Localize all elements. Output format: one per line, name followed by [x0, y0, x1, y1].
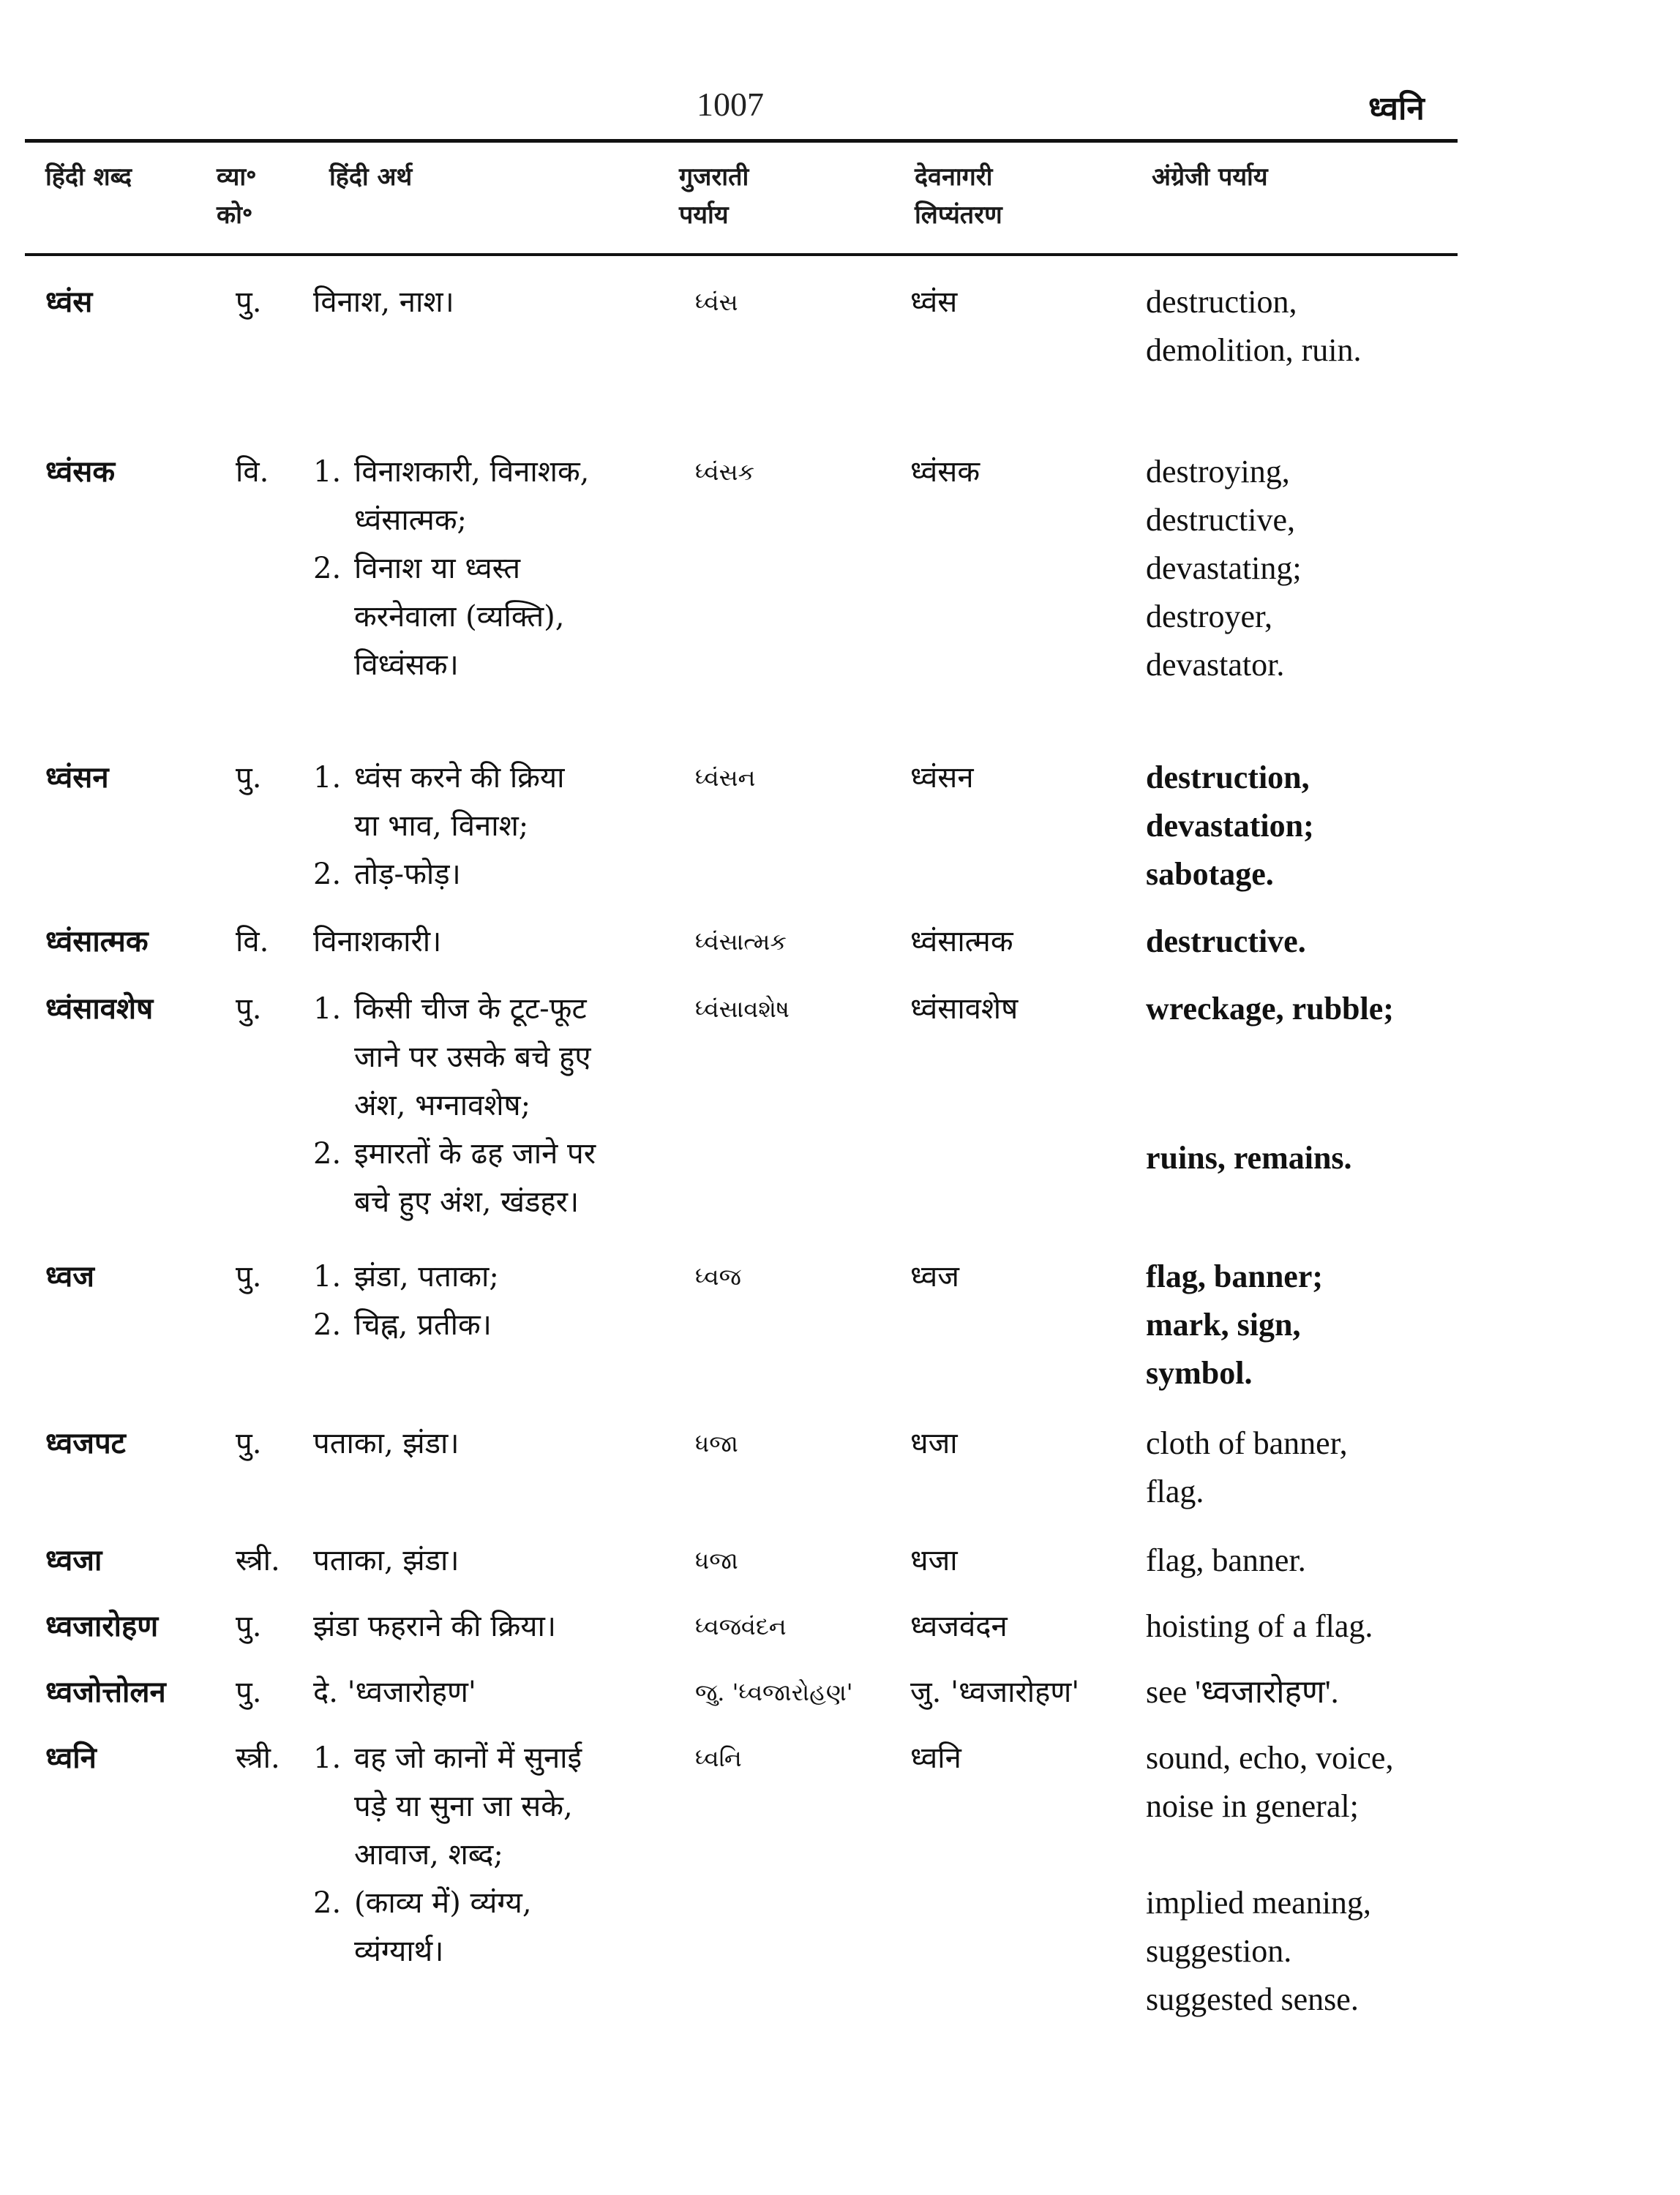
entry-devanagari: धजा [910, 1544, 958, 1577]
entry-hindi-meaning [313, 1253, 694, 1349]
column-header-devanagari-line1: देवनागरी [915, 162, 993, 192]
entry-devanagari: धजा [910, 1427, 958, 1460]
sense-number: 1. [313, 992, 342, 1026]
meaning-text: विनाशकारी। [313, 925, 442, 958]
sense-line: विनाश या ध्वस्त [354, 552, 520, 585]
entry-gujarati: ધ્વંસ [695, 288, 738, 316]
sense-number: 2. [313, 1308, 342, 1342]
entry-grammar: वि. [236, 925, 269, 958]
sense-number: 2. [313, 1137, 342, 1171]
english-line: flag. [1146, 1474, 1204, 1509]
meaning-sense [313, 1130, 694, 1226]
english-line: ruins, remains. [1146, 1140, 1352, 1176]
entry-hindi-meaning [313, 1419, 694, 1468]
column-header-headword: हिंदी शब्द [45, 162, 132, 192]
meaning-text: झंडा फहराने की क्रिया। [313, 1610, 557, 1643]
sense-number: 1. [313, 1260, 342, 1294]
english-line: devastating; [1146, 550, 1302, 586]
meaning-sense [313, 544, 694, 689]
entry-grammar: पु. [236, 285, 262, 319]
entry-hindi-meaning [313, 918, 694, 966]
entry-grammar: पु. [236, 1676, 262, 1709]
meaning-sense [313, 1301, 694, 1349]
meaning-sense [313, 448, 694, 544]
sense-number: 1. [313, 455, 342, 489]
entry-hindi-meaning [313, 985, 694, 1226]
sense-number: 2. [313, 1886, 342, 1920]
english-line: destroying, [1146, 454, 1290, 489]
entry-devanagari: ध्वजवंदन [910, 1610, 1008, 1643]
entry-english [1146, 278, 1482, 375]
entry-gujarati: ધ્વનિ [695, 1744, 742, 1772]
english-line: wreckage, rubble; [1146, 991, 1394, 1027]
meaning-text: दे. 'ध्वजारोहण' [313, 1676, 476, 1709]
column-header-grammar-line1: व्या॰ [217, 162, 257, 192]
sense-line: ध्वंस करने की क्रिया [354, 761, 565, 795]
column-header-gujarati [679, 158, 749, 234]
sense-number: 2. [313, 552, 342, 585]
entry-devanagari: ध्वनि [910, 1741, 961, 1775]
entry-grammar: पु. [236, 1610, 262, 1643]
english-line: cloth of banner, [1146, 1425, 1348, 1461]
entry-hindi-meaning [313, 1734, 694, 1976]
entry-grammar: पु. [236, 1427, 262, 1460]
sense-number: 1. [313, 1741, 342, 1775]
entry-english [1146, 1536, 1482, 1585]
entry-devanagari: ध्वज [910, 1260, 959, 1294]
meaning-sense [313, 850, 694, 898]
sense-line: पड़े या सुना जा सके, [354, 1790, 573, 1823]
sense-line: ध्वंसात्मक; [354, 503, 468, 537]
entry-devanagari: ध्वंसक [910, 455, 980, 489]
english-line: noise in general; [1146, 1788, 1359, 1824]
entry-headword: ध्वंसावशेष [45, 991, 154, 1026]
english-line: see 'ध्वजारोहण'. [1146, 1674, 1339, 1710]
entry-headword: ध्वजपट [45, 1426, 126, 1460]
sense-number: 2. [313, 858, 342, 891]
top-rule [25, 139, 1458, 143]
sense-line: करनेवाला (व्यक्ति), [354, 600, 565, 634]
meaning-text: विनाश, नाश। [313, 285, 454, 319]
column-header-gujarati-line2: पर्याय [679, 200, 729, 230]
entry-gujarati: જુ. 'ધ્વજારોહણ' [695, 1678, 853, 1706]
sense-line: किसी चीज के टूट-फूट [354, 992, 587, 1026]
column-header-devanagari [915, 158, 1002, 234]
column-header-devanagari-line2: लिप्यंतरण [915, 200, 1002, 230]
meaning-sense [313, 1253, 694, 1301]
sense-line: बचे हुए अंश, खंडहर। [354, 1185, 580, 1219]
entry-grammar: वि. [236, 455, 269, 489]
entry-english [1146, 754, 1482, 898]
entry-english [1146, 1668, 1482, 1716]
entry-gujarati: ધ્વંસન [695, 764, 756, 792]
entry-headword: ध्वंसक [45, 454, 116, 489]
running-head: ध्वनि [1368, 90, 1425, 127]
entry-english [1146, 918, 1482, 966]
entry-english [1146, 1419, 1482, 1516]
english-line: destruction, [1146, 284, 1297, 320]
sense-line: झंडा, पताका; [354, 1260, 499, 1294]
entry-grammar: स्त्री. [236, 1544, 280, 1577]
meaning-sense [313, 1879, 694, 1976]
sense-line: विध्वंसक। [354, 648, 459, 682]
entry-devanagari: ध्वंसावशेष [910, 992, 1019, 1026]
english-line: flag, banner. [1146, 1542, 1306, 1578]
sense-line: आवाज, शब्द; [354, 1838, 503, 1872]
entry-english [1146, 448, 1482, 689]
column-header-gujarati-line1: गुजराती [679, 162, 749, 192]
entry-english [1146, 1253, 1482, 1397]
entry-gujarati: ધજા [695, 1547, 738, 1575]
english-line: flag, banner; [1146, 1258, 1323, 1294]
english-line: demolition, ruin. [1146, 332, 1362, 368]
entry-devanagari: ध्वंस [910, 285, 958, 319]
entry-gujarati: ધ્વંસાવશેષ [695, 995, 790, 1023]
entry-devanagari: ध्वंसात्मक [910, 925, 1013, 958]
meaning-sense [313, 754, 694, 850]
entry-gujarati: ધ્વજવંદન [695, 1613, 787, 1640]
entry-grammar: स्त्री. [236, 1741, 280, 1775]
entry-headword: ध्वंस [45, 285, 93, 319]
column-header-hindi-meaning: हिंदी अर्थ [329, 162, 413, 192]
sense-number: 1. [313, 761, 342, 795]
entry-headword: ध्वंसन [45, 760, 109, 795]
page-number: 1007 [697, 86, 764, 123]
entry-hindi-meaning [313, 1536, 694, 1585]
entry-hindi-meaning [313, 448, 694, 689]
meaning-text: पताका, झंडा। [313, 1427, 460, 1460]
sense-line: इमारतों के ढह जाने पर [354, 1137, 596, 1171]
entry-english [1146, 1602, 1482, 1651]
entry-gujarati: ધ્વજ [695, 1263, 741, 1291]
column-header-grammar-line2: को॰ [217, 200, 253, 230]
english-line: suggestion. [1146, 1933, 1292, 1969]
sense-line: अंश, भग्नावशेष; [354, 1089, 531, 1122]
english-line: mark, sign, [1146, 1307, 1301, 1343]
column-header-grammar [217, 158, 257, 234]
entry-devanagari: जु. 'ध्वजारोहण' [910, 1676, 1080, 1709]
entry-hindi-meaning [313, 754, 694, 898]
meaning-sense [313, 1734, 694, 1879]
entry-grammar: पु. [236, 761, 262, 795]
english-line: destroyer, [1146, 599, 1272, 634]
entry-headword: ध्वजारोहण [45, 1609, 159, 1643]
sense-line: जाने पर उसके बचे हुए [354, 1040, 591, 1074]
entry-hindi-meaning [313, 278, 694, 326]
english-line: sabotage. [1146, 856, 1274, 892]
english-line: destructive, [1146, 502, 1296, 538]
sense-line: तोड़-फोड़। [354, 858, 461, 891]
entry-headword: ध्वज [45, 1259, 94, 1294]
meaning-text: पताका, झंडा। [313, 1544, 460, 1577]
english-line: devastation; [1146, 808, 1314, 844]
sense-line: विनाशकारी, विनाशक, [354, 455, 590, 489]
sense-line: वह जो कानों में सुनाई [354, 1741, 582, 1775]
entry-hindi-meaning [313, 1668, 694, 1716]
sense-line: या भाव, विनाश; [354, 809, 529, 843]
english-line: devastator. [1146, 647, 1285, 683]
header-rule [25, 253, 1458, 256]
entry-grammar: पु. [236, 992, 262, 1026]
sense-line: चिह्न, प्रतीक। [354, 1308, 492, 1342]
entry-headword: ध्वजोत्तोलन [45, 1675, 166, 1709]
english-line: implied meaning, [1146, 1885, 1371, 1921]
sense-line: व्यंग्यार्थ। [354, 1935, 444, 1968]
english-line: suggested sense. [1146, 1981, 1359, 2017]
column-header-english: अंग्रेजी पर्याय [1152, 162, 1268, 192]
entry-grammar: पु. [236, 1260, 262, 1294]
english-line: destruction, [1146, 759, 1310, 795]
meaning-sense [313, 985, 694, 1130]
entry-gujarati: ધ્વંસક [695, 458, 755, 486]
entry-headword: ध्वनि [45, 1741, 97, 1775]
entry-english [1146, 985, 1482, 1182]
entry-gujarati: ધ્વંસાત્મક [695, 928, 787, 956]
entry-headword: ध्वंसात्मक [45, 924, 149, 958]
english-line: destructive. [1146, 923, 1306, 959]
english-line: symbol. [1146, 1355, 1253, 1391]
entry-english [1146, 1734, 1482, 2024]
english-line: sound, echo, voice, [1146, 1740, 1394, 1776]
entry-headword: ध्वजा [45, 1543, 102, 1577]
entry-devanagari: ध्वंसन [910, 761, 974, 795]
english-line: hoisting of a flag. [1146, 1608, 1373, 1644]
entry-gujarati: ધજા [695, 1430, 738, 1457]
entry-hindi-meaning [313, 1602, 694, 1651]
sense-line: (काव्य में) व्यंग्य, [354, 1886, 532, 1920]
